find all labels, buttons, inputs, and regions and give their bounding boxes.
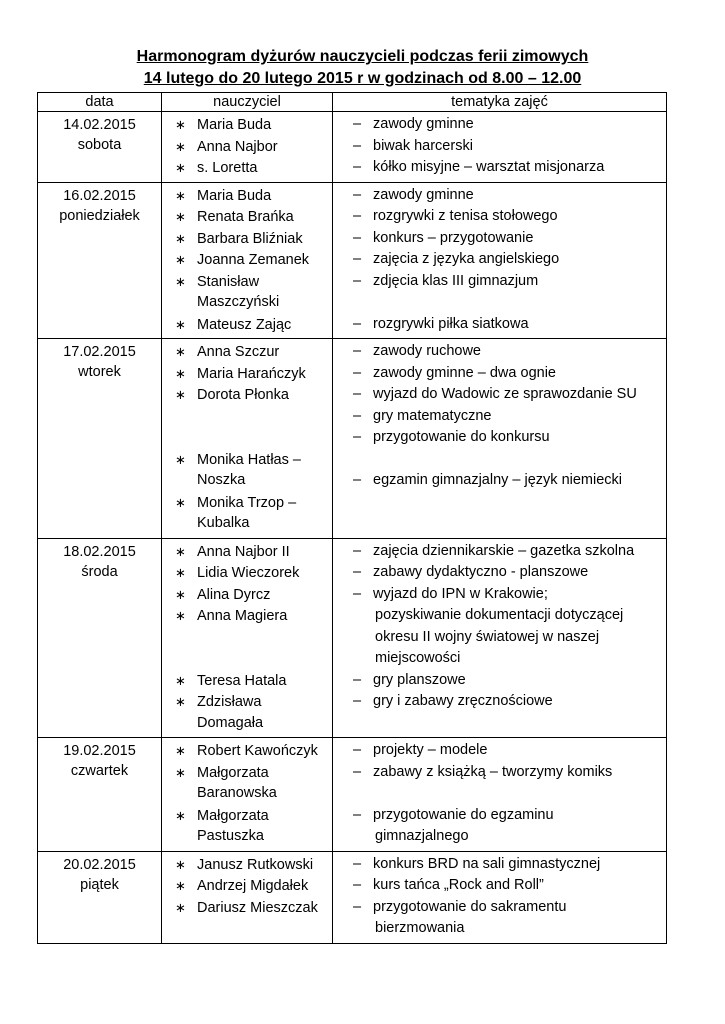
teacher-name: Barbara Bliźniak	[197, 230, 303, 247]
topic-text: zabawy dydaktyczno - planszowe	[373, 564, 589, 580]
duty-schedule-table	[37, 92, 667, 944]
topic-text: wyjazd do IPN w Krakowie;	[373, 585, 548, 602]
teacher-item	[162, 897, 332, 919]
dash-bullet-icon: –	[353, 742, 362, 758]
date-cell	[38, 339, 162, 539]
dash-bullet-icon: –	[353, 407, 362, 424]
dash-bullet-icon: –	[353, 671, 362, 688]
topic-item	[333, 541, 666, 563]
teachers-cell	[162, 182, 333, 339]
dash-bullet-icon: –	[353, 585, 362, 602]
date-cell	[38, 851, 162, 943]
asterisk-bullet-icon: ∗	[175, 878, 186, 893]
topic-text: biwak harcerski	[373, 137, 473, 154]
asterisk-bullet-icon: ∗	[175, 807, 186, 823]
teacher-name: Robert Kawończyk	[197, 743, 318, 759]
topic-item	[333, 470, 666, 492]
topic-text-continuation: bierzmowania	[375, 920, 465, 936]
teachers-cell	[162, 339, 333, 539]
asterisk-bullet-icon: ∗	[175, 451, 186, 467]
date-cell	[38, 738, 162, 852]
topic-text: rozgrywki z tenisa stołowego	[373, 208, 558, 224]
topic-item	[333, 762, 666, 784]
topic-item	[333, 854, 666, 876]
teacher-item	[162, 206, 332, 228]
asterisk-bullet-icon: ∗	[175, 899, 186, 915]
teacher-name-continuation: Maszczyński	[197, 294, 280, 310]
teacher-item	[162, 562, 332, 584]
dash-bullet-icon: –	[353, 386, 362, 402]
dash-bullet-icon: –	[353, 806, 362, 823]
asterisk-bullet-icon: ∗	[175, 365, 186, 381]
teacher-item	[162, 314, 332, 336]
date-cell	[38, 182, 162, 339]
teacher-name: Lidia Wieczorek	[197, 565, 300, 581]
teacher-name-continuation: Baranowska	[197, 785, 277, 801]
topic-item	[333, 114, 666, 136]
teacher-name: Renata Brańka	[197, 209, 294, 225]
table-row	[38, 738, 667, 852]
teacher-name: Mateusz Zając	[197, 316, 292, 333]
topic-text: zabawy z książką – tworzymy komiks	[373, 763, 613, 780]
teacher-item	[162, 157, 332, 179]
topic-text: zawody ruchowe	[373, 343, 481, 359]
topic-text: zawody gminne	[373, 186, 474, 203]
teacher-name: Anna Szczur	[197, 344, 280, 360]
topic-text: kurs tańca „Rock and Roll”	[373, 877, 544, 893]
dash-bullet-icon: –	[353, 877, 362, 893]
topic-text: konkurs BRD na sali gimnastycznej	[373, 855, 601, 872]
teacher-item	[162, 185, 332, 207]
topic-text: konkurs – przygotowanie	[373, 229, 534, 246]
teacher-item	[162, 854, 332, 876]
topic-text-continuation: gimnazjalnego	[375, 828, 469, 844]
teacher-name: Maria Harańczyk	[197, 365, 306, 382]
teacher-name: Maria Buda	[197, 187, 272, 204]
topic-text-continuation: miejscowości	[375, 650, 461, 666]
topic-text: zajęcia z języka angielskiego	[373, 251, 560, 267]
teacher-item	[162, 740, 332, 762]
dash-bullet-icon: –	[353, 208, 362, 224]
topic-text: przygotowanie do sakramentu	[373, 898, 567, 915]
teacher-item	[162, 363, 332, 385]
topic-text: zawody gminne – dwa ognie	[373, 364, 556, 381]
topic-text: przygotowanie do konkursu	[373, 429, 550, 445]
dash-bullet-icon: –	[353, 763, 362, 780]
dash-bullet-icon: –	[353, 472, 362, 488]
teacher-name: Dariusz Mieszczak	[197, 899, 318, 916]
topics-cell	[333, 538, 667, 738]
header-teacher: nauczyciel	[162, 93, 333, 112]
teachers-cell	[162, 851, 333, 943]
teacher-item	[162, 228, 332, 250]
topics-cell	[333, 738, 667, 852]
topic-text: gry matematyczne	[373, 407, 492, 424]
teacher-item	[162, 541, 332, 563]
topic-item	[333, 341, 666, 363]
page-title-line-1: Harmonogram dyżurów nauczycieli podczas ferii zimowych	[136, 48, 589, 65]
topics-cell	[333, 182, 667, 339]
topic-text: zdjęcia klas III gimnazjum	[373, 272, 539, 289]
teacher-name-continuation: Pastuszka	[197, 828, 264, 844]
table-row	[38, 538, 667, 738]
teacher-item	[162, 691, 332, 713]
page-title-line-2: 14 lutego do 20 lutego 2015 r w godzinach od 8.00 – 12.00	[143, 70, 582, 87]
teacher-name: Dorota Płonka	[197, 387, 289, 403]
teacher-name: Joanna Zemanek	[197, 252, 310, 268]
dash-bullet-icon: –	[353, 343, 362, 359]
teachers-cell	[162, 112, 333, 183]
dash-bullet-icon: –	[353, 137, 362, 154]
dash-bullet-icon: –	[353, 229, 362, 246]
asterisk-bullet-icon: ∗	[175, 494, 186, 510]
table-header-row	[38, 93, 667, 112]
teacher-name: Monika Hatłas –	[197, 451, 301, 468]
topic-item	[333, 384, 666, 406]
teacher-name: Janusz Rutkowski	[197, 856, 314, 873]
dash-bullet-icon: –	[353, 159, 362, 175]
topic-item	[333, 897, 666, 919]
teacher-item	[162, 605, 332, 627]
topic-item	[333, 363, 666, 385]
topic-text: projekty – modele	[373, 742, 488, 758]
topic-item	[333, 206, 666, 228]
topic-text-continuation: pozyskiwanie dokumentacji dotyczącej	[375, 607, 624, 623]
teacher-name-continuation: Noszka	[197, 472, 246, 488]
asterisk-bullet-icon: ∗	[175, 344, 186, 359]
teacher-item	[162, 271, 332, 293]
teacher-name: Teresa Hatala	[197, 672, 287, 689]
dash-bullet-icon: –	[353, 898, 362, 915]
date-value: 18.02.2015	[63, 543, 136, 560]
asterisk-bullet-icon: ∗	[175, 764, 186, 780]
table-body	[38, 112, 667, 944]
teacher-name: Małgorzata	[197, 807, 269, 824]
teacher-item	[162, 114, 332, 136]
date-value: 14.02.2015	[63, 117, 136, 133]
dash-bullet-icon: –	[353, 855, 362, 872]
topic-item	[333, 875, 666, 897]
asterisk-bullet-icon: ∗	[175, 252, 186, 267]
day-name: sobota	[77, 137, 122, 153]
dash-bullet-icon: –	[353, 429, 362, 445]
teacher-name: Zdzisława	[197, 694, 262, 710]
asterisk-bullet-icon: ∗	[175, 608, 186, 623]
topic-item	[333, 314, 666, 336]
teacher-name: Małgorzata	[197, 764, 269, 781]
date-cell	[38, 112, 162, 183]
dash-bullet-icon: –	[353, 315, 362, 332]
table-row	[38, 112, 667, 183]
asterisk-bullet-icon: ∗	[175, 743, 186, 758]
topic-item	[333, 228, 666, 250]
teacher-name-continuation: Kubalka	[197, 515, 250, 531]
teacher-name: Monika Trzop –	[197, 494, 297, 511]
topic-item	[333, 562, 666, 584]
topic-text: rozgrywki piłka siatkowa	[373, 315, 529, 332]
topic-item	[333, 805, 666, 827]
dash-bullet-icon: –	[353, 542, 362, 559]
asterisk-bullet-icon: ∗	[175, 543, 186, 559]
dash-bullet-icon: –	[353, 564, 362, 580]
topic-item	[333, 249, 666, 271]
teacher-name: Stanisław	[197, 273, 260, 290]
topic-text: egzamin gimnazjalny – język niemiecki	[373, 472, 623, 488]
topic-item	[333, 271, 666, 293]
topic-text: kółko misyjne – warsztat misjonarza	[373, 159, 605, 175]
topics-cell	[333, 112, 667, 183]
topic-item	[333, 427, 666, 449]
date-value: 17.02.2015	[63, 344, 136, 360]
teacher-item	[162, 584, 332, 606]
topic-text: gry i zabawy zręcznościowe	[373, 693, 553, 709]
teacher-item	[162, 805, 332, 827]
teacher-item	[162, 384, 332, 406]
asterisk-bullet-icon: ∗	[175, 230, 186, 246]
topic-item	[333, 584, 666, 606]
asterisk-bullet-icon: ∗	[175, 209, 186, 224]
topics-cell	[333, 851, 667, 943]
teacher-name: Maria Buda	[197, 117, 272, 133]
header-date: data	[38, 93, 162, 112]
asterisk-bullet-icon: ∗	[175, 117, 186, 132]
teacher-name: Andrzej Migdałek	[197, 878, 309, 894]
table-row	[38, 182, 667, 339]
asterisk-bullet-icon: ∗	[175, 694, 186, 709]
day-name: środa	[81, 563, 118, 580]
topics-cell	[333, 339, 667, 539]
dash-bullet-icon: –	[353, 693, 362, 709]
teacher-name: s. Loretta	[197, 160, 258, 176]
topic-item	[333, 670, 666, 692]
date-value: 16.02.2015	[63, 187, 136, 204]
dash-bullet-icon: –	[353, 116, 362, 132]
date-cell	[38, 538, 162, 738]
teacher-name: Alina Dyrcz	[197, 586, 271, 603]
teacher-item	[162, 341, 332, 363]
asterisk-bullet-icon: ∗	[175, 273, 186, 289]
dash-bullet-icon: –	[353, 186, 362, 203]
dash-bullet-icon: –	[353, 251, 362, 267]
topic-item	[333, 406, 666, 428]
table-row	[38, 851, 667, 943]
asterisk-bullet-icon: ∗	[175, 586, 186, 602]
teacher-item	[162, 136, 332, 158]
teacher-item	[162, 670, 332, 692]
teacher-name: Anna Najbor	[197, 138, 278, 155]
dash-bullet-icon: –	[353, 364, 362, 381]
day-name: czwartek	[70, 763, 129, 779]
day-name: piątek	[80, 876, 119, 893]
topic-text: zawody gminne	[373, 116, 474, 132]
day-name: wtorek	[78, 364, 121, 380]
asterisk-bullet-icon: ∗	[175, 565, 186, 580]
table-row	[38, 339, 667, 539]
asterisk-bullet-icon: ∗	[175, 316, 186, 332]
topic-text: gry planszowe	[373, 671, 466, 688]
asterisk-bullet-icon: ∗	[175, 856, 186, 872]
teacher-name: Anna Magiera	[197, 608, 288, 624]
teacher-name-continuation: Domagała	[197, 714, 264, 731]
teacher-item	[162, 449, 332, 471]
teacher-item	[162, 875, 332, 897]
topic-text: zajęcia dziennikarskie – gazetka szkolna	[373, 542, 635, 559]
topic-text: wyjazd do Wadowic ze sprawozdanie SU	[373, 386, 637, 402]
teacher-item	[162, 249, 332, 271]
teacher-item	[162, 762, 332, 784]
teachers-cell	[162, 538, 333, 738]
topic-text-continuation: okresu II wojny światowej w naszej	[375, 628, 600, 645]
asterisk-bullet-icon: ∗	[175, 187, 186, 203]
topic-text: przygotowanie do egzaminu	[373, 806, 554, 823]
teachers-cell	[162, 738, 333, 852]
asterisk-bullet-icon: ∗	[175, 138, 186, 154]
asterisk-bullet-icon: ∗	[175, 672, 186, 688]
day-name: poniedziałek	[59, 207, 140, 224]
asterisk-bullet-icon: ∗	[175, 387, 186, 402]
dash-bullet-icon: –	[353, 272, 362, 289]
topic-item	[333, 136, 666, 158]
date-value: 19.02.2015	[63, 743, 136, 759]
teacher-item	[162, 492, 332, 514]
header-topics: tematyka zajęć	[333, 93, 667, 112]
topic-item	[333, 740, 666, 762]
topic-item	[333, 185, 666, 207]
asterisk-bullet-icon: ∗	[175, 160, 186, 175]
date-value: 20.02.2015	[63, 856, 136, 873]
topic-item	[333, 691, 666, 713]
topic-item	[333, 157, 666, 179]
teacher-name: Anna Najbor II	[197, 543, 290, 560]
